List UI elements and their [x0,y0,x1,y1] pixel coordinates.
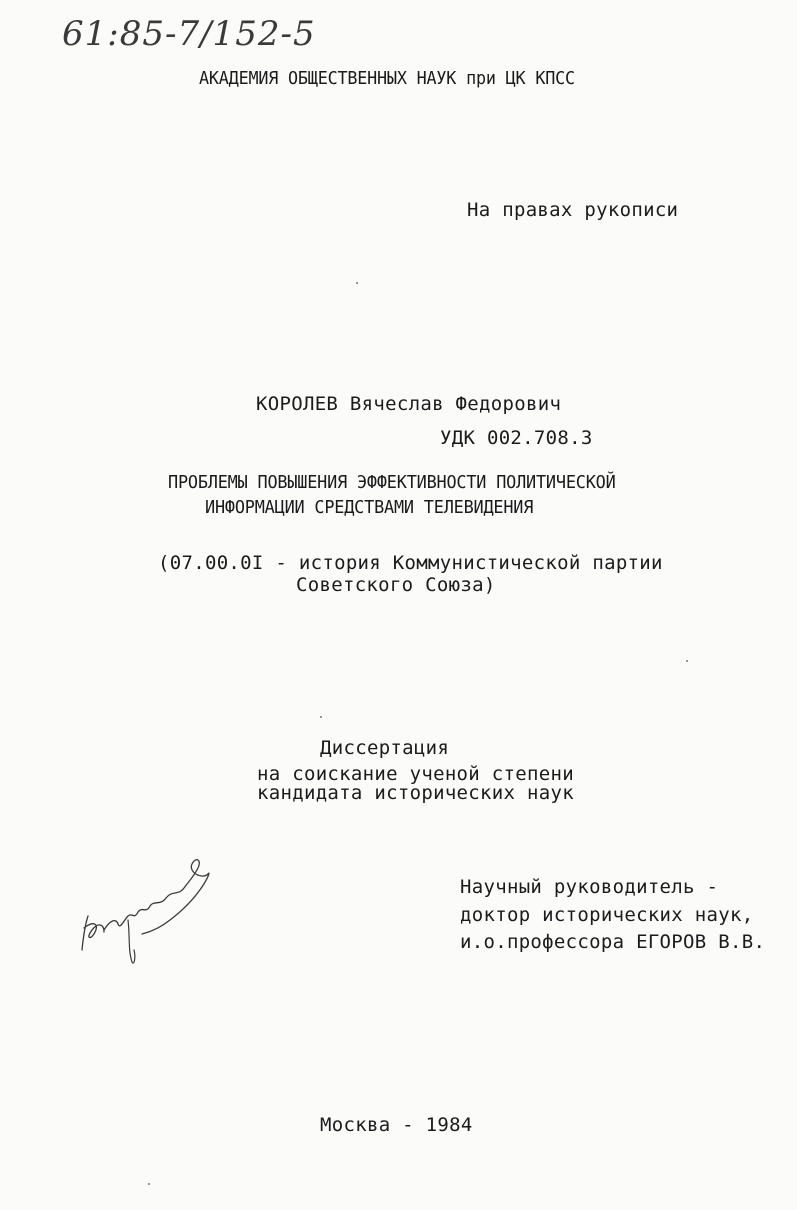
advisor-line-2: доктор исторических наук, [460,904,754,926]
specialty-line-1: (07.00.0I - история Коммунистической партии [158,552,663,574]
degree-line-2: кандидата исторических наук [257,782,574,804]
title-line-2: ИНФОРМАЦИИ СРЕДСТВАМИ ТЕЛЕВИДЕНИЯ [205,497,534,518]
author-name: КОРОЛЕВ Вячеслав Федорович [256,393,562,415]
advisor-line-3: и.о.профессора ЕГОРОВ В.В. [460,931,766,953]
academy-header: АКАДЕМИЯ ОБЩЕСТВЕННЫХ НАУК при ЦК КПСС [199,68,575,89]
degree-line-1: на соискание ученой степени [257,763,574,785]
specialty-line-2: Советского Союза) [296,574,496,596]
dissertation-label: Диссертация [320,737,450,759]
manuscript-rights-note: На правах рукописи [467,199,679,221]
scan-speck [320,716,322,718]
scan-speck [686,660,688,662]
archive-number-handwritten: 61:85-7/152-5 [62,14,316,54]
advisor-line-1: Научный руководитель - [460,876,719,898]
scan-speck [356,282,358,284]
scan-speck [148,1183,150,1185]
city-year: Москва - 1984 [320,1114,473,1136]
title-line-1: ПРОБЛЕМЫ ПОВЫШЕНИЯ ЭФФЕКТИВНОСТИ ПОЛИТИЧЕСКОЙ [168,472,616,493]
handwritten-signature [70,850,230,970]
udc-code: УДК 002.708.3 [440,427,593,449]
